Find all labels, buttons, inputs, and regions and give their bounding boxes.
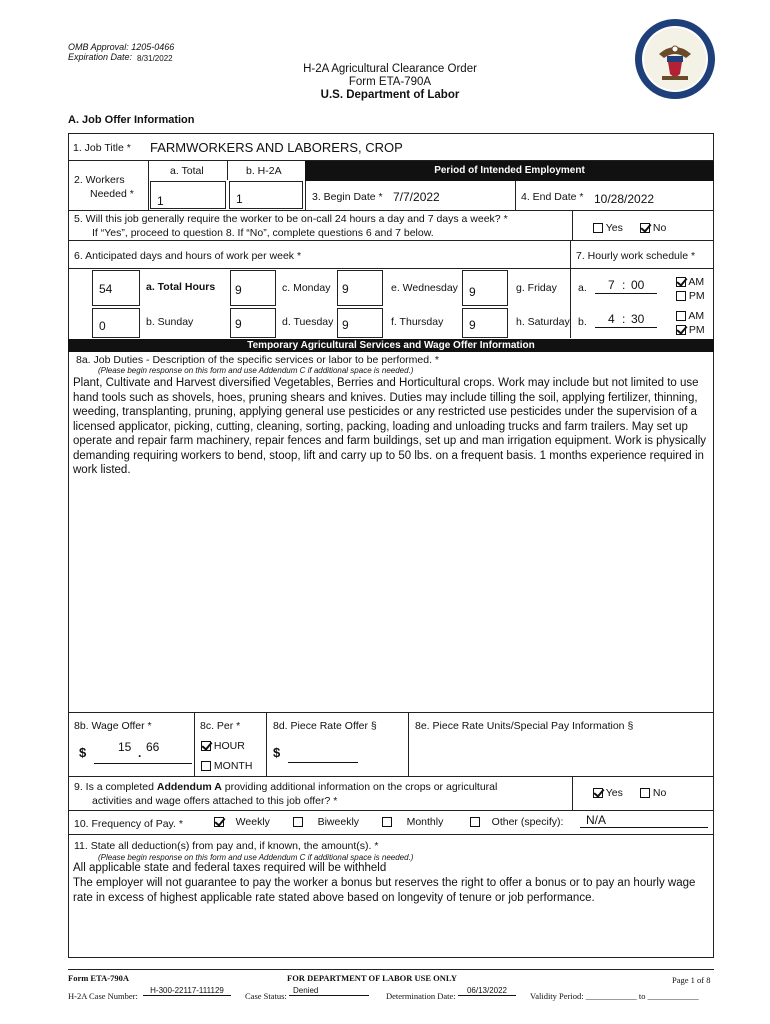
schedule-a-am-checkbox[interactable]	[676, 277, 686, 287]
case-number-field[interactable]: H-300-22117-111129	[143, 986, 231, 996]
workers-label-line1: 2. Workers	[74, 174, 125, 186]
footer-form-number: Form ETA-790A	[68, 973, 129, 983]
schedule-a-time[interactable]	[595, 278, 657, 294]
addendum-bold: Addendum A	[156, 781, 222, 793]
pay-weekly-label: Weekly	[235, 816, 270, 828]
pay-biweekly[interactable]	[293, 816, 359, 828]
h2a-workers-value: 1	[236, 192, 243, 206]
pm-label: PM	[688, 290, 705, 302]
section-a-title: A. Job Offer Information	[68, 114, 195, 126]
workers-label-line2: Needed *	[90, 188, 134, 200]
addendum-post: providing additional information on the crops or agricultural	[221, 781, 498, 793]
per-month-label: MONTH	[213, 760, 253, 772]
per-month-checkbox[interactable]	[201, 761, 211, 771]
determination-date-label: Determination Date:	[386, 991, 456, 1001]
on-call-no-label: No	[652, 222, 667, 234]
monday-value: 9	[235, 283, 242, 297]
job-title-value[interactable]: FARMWORKERS AND LABORERS, CROP	[150, 140, 403, 155]
hourly-schedule-label: 7. Hourly work schedule *	[576, 250, 696, 262]
friday-label: g. Friday	[516, 282, 557, 294]
omb-approval: OMB Approval: 1205-0466	[68, 42, 175, 52]
wage-offer-label: 8b. Wage Offer *	[74, 720, 152, 732]
deductions-note: (Please begin response on this form and use Addendum C if additional space is needed.)	[98, 853, 414, 862]
saturday-label: h. Saturday	[516, 316, 570, 328]
schedule-a-pm[interactable]	[676, 290, 705, 302]
friday-field[interactable]	[462, 270, 508, 306]
per-month[interactable]	[201, 760, 252, 772]
wage-offer-field[interactable]: 15 . 66	[94, 740, 192, 764]
piece-rate-field[interactable]	[288, 762, 358, 763]
addendum-a-question-line2: activities and wage offers attached to this job offer? *	[92, 795, 338, 807]
h2a-workers-label: b. H-2A	[246, 165, 282, 177]
on-call-no-checkbox[interactable]	[640, 223, 650, 233]
total-hours-value: 54	[99, 282, 113, 296]
job-duties-note: (Please begin response on this form and use Addendum C if additional space is needed.)	[98, 366, 414, 375]
days-hours-label: 6. Anticipated days and hours of work per week *	[74, 250, 302, 262]
pay-other-checkbox[interactable]	[470, 817, 480, 827]
schedule-b-colon: :	[622, 312, 626, 326]
schedule-b-am[interactable]	[676, 310, 704, 322]
job-duties-label: 8a. Job Duties - Description of the specific services or labor to be performed. *	[76, 354, 439, 366]
h2a-workers-field[interactable]	[229, 181, 303, 209]
period-of-employment-bar: Period of Intended Employment	[305, 161, 714, 181]
schedule-b-time[interactable]	[595, 312, 657, 328]
on-call-yes-label: Yes	[605, 222, 623, 234]
addendum-no-checkbox[interactable]	[640, 788, 650, 798]
pay-weekly[interactable]	[214, 816, 270, 828]
wage-dollars: 15	[118, 740, 132, 754]
validity-end-field[interactable]: ____________	[647, 991, 699, 1001]
footer-page-number: Page 1 of 8	[672, 975, 711, 985]
wage-cents: 66	[146, 740, 160, 754]
saturday-value: 9	[469, 318, 476, 332]
schedule-a-colon: :	[622, 278, 626, 292]
validity-start-field[interactable]: ____________	[585, 991, 637, 1001]
wednesday-value: 9	[342, 282, 349, 296]
expiration-label: Expiration Date:	[68, 52, 133, 62]
pay-biweekly-checkbox[interactable]	[293, 817, 303, 827]
thursday-label: f. Thursday	[391, 316, 444, 328]
per-hour[interactable]	[201, 740, 245, 752]
dol-seal	[634, 18, 716, 100]
schedule-b-hour: 4	[608, 312, 615, 326]
pay-weekly-checkbox[interactable]	[214, 817, 224, 827]
addendum-no[interactable]	[640, 787, 666, 799]
schedule-a-am[interactable]	[676, 276, 704, 288]
saturday-field[interactable]	[462, 308, 508, 338]
total-hours-label: a. Total Hours	[146, 281, 216, 293]
schedule-b-label: b.	[578, 316, 587, 328]
end-date-label: 4. End Date *	[521, 191, 584, 203]
seal-icon	[634, 18, 716, 100]
monday-field[interactable]	[230, 270, 276, 306]
tuesday-field[interactable]	[230, 308, 276, 338]
pay-frequency-label: 10. Frequency of Pay. *	[74, 818, 183, 830]
total-workers-field[interactable]	[150, 181, 226, 209]
form-title: H-2A Agricultural Clearance Order	[303, 63, 477, 75]
job-duties-text[interactable]: Plant, Cultivate and Harvest diversified Vegetables, Berries and Horticultural crops. Work may include but not limited to use hand tools such as shovels, hoes, pruning shears and knives. Duties may include tilling the soil, applying fertilizer, thinning, weeding, transplanting, pruning, applying general use pesticides or any restricted use pesticides under the supervision of a licensed applicator, picking, cutting, cleaning, sorting, packing, loading and unloading trucks and farm trailers. May set up operate and repair farm machinery, repair fences and farm buildings, set up and man irrigation equipment. Work is physically demanding requiring workers to bend, stoop, lift and carry up to 50 lbs. on a frequent basis. 1 months experience required in work listed.	[73, 377, 707, 476]
workers-needed-label	[74, 173, 134, 201]
schedule-b-am-checkbox[interactable]	[676, 311, 686, 321]
per-hour-checkbox[interactable]	[201, 741, 211, 751]
addendum-yes-label: Yes	[605, 787, 623, 799]
addendum-a-question	[74, 781, 497, 793]
tuesday-label: d. Tuesday	[282, 316, 334, 328]
piece-rate-label: 8d. Piece Rate Offer §	[273, 720, 377, 732]
per-label: 8c. Per *	[200, 720, 241, 732]
pay-monthly[interactable]	[382, 816, 443, 828]
pay-other[interactable]	[470, 816, 563, 828]
am-label: AM	[688, 276, 705, 288]
validity-period-label: Validity Period:	[530, 991, 584, 1001]
schedule-a-hour: 7	[608, 278, 615, 292]
validity-period	[530, 991, 699, 1001]
pay-monthly-label: Monthly	[406, 816, 444, 828]
sunday-field[interactable]	[92, 308, 140, 338]
tuesday-value: 9	[235, 317, 242, 331]
addendum-yes[interactable]	[593, 787, 623, 799]
total-workers-label: a. Total	[170, 165, 204, 177]
expiration-date: 8/31/2022	[137, 54, 173, 63]
schedule-b-minute: 30	[631, 312, 645, 326]
addendum-pre: 9. Is a completed	[74, 781, 157, 793]
wednesday-field[interactable]	[337, 270, 383, 306]
wednesday-label: e. Wednesday	[391, 282, 458, 294]
addendum-no-label: No	[652, 787, 667, 799]
on-call-yes-checkbox[interactable]	[593, 223, 603, 233]
pm-label: PM	[688, 324, 705, 336]
per-hour-label: HOUR	[213, 740, 245, 752]
thursday-value: 9	[342, 318, 349, 332]
sunday-label: b. Sunday	[146, 316, 194, 328]
temporary-services-bar: Temporary Agricultural Services and Wage Offer Information	[68, 339, 714, 352]
case-number-label: H-2A Case Number:	[68, 991, 138, 1001]
am-label: AM	[688, 310, 705, 322]
pay-other-label: Other (specify):	[491, 816, 564, 828]
validity-to-label: to	[638, 991, 646, 1001]
on-call-instruction: If “Yes”, proceed to question 8. If “No”, complete questions 6 and 7 below.	[92, 227, 434, 239]
on-call-question: 5. Will this job generally require the worker to be on-call 24 hours a day and 7 days a week? *	[74, 213, 508, 225]
pay-monthly-checkbox[interactable]	[382, 817, 392, 827]
begin-date-label: 3. Begin Date *	[312, 191, 383, 203]
wage-dollar-sign: $	[79, 745, 87, 760]
deductions-line1[interactable]: All applicable state and federal taxes required will be withheld	[73, 862, 387, 874]
schedule-a-pm-checkbox[interactable]	[676, 291, 686, 301]
piece-rate-dollar-sign: $	[273, 745, 281, 760]
on-call-no[interactable]	[640, 222, 666, 234]
begin-date-value[interactable]: 7/7/2022	[393, 190, 440, 204]
schedule-a-minute: 00	[631, 278, 645, 292]
addendum-yes-checkbox[interactable]	[593, 788, 603, 798]
department-name: U.S. Department of Labor	[320, 89, 460, 101]
pay-other-field[interactable]: N/A	[580, 813, 708, 828]
schedule-a-label: a.	[578, 282, 587, 294]
deductions-label: 11. State all deduction(s) from pay and, if known, the amount(s). *	[74, 840, 379, 852]
piece-rate-units-label: 8e. Piece Rate Units/Special Pay Information §	[415, 720, 634, 732]
schedule-b-pm-checkbox[interactable]	[676, 325, 686, 335]
total-workers-value: 1	[157, 194, 164, 208]
end-date-value[interactable]: 10/28/2022	[594, 192, 655, 206]
footer-dol-only: FOR DEPARTMENT OF LABOR USE ONLY	[287, 973, 457, 983]
deductions-line2[interactable]: The employer will not guarantee to pay the worker a bonus but reserves the right to offer a bonus or to pay an hourly wage rate in excess of highest applicable rate stated above based on longevity of tenure or job performance.	[73, 877, 696, 904]
case-status-field[interactable]: Denied	[289, 986, 369, 996]
sunday-value: 0	[99, 319, 106, 333]
monday-label: c. Monday	[282, 282, 331, 294]
schedule-b-pm[interactable]	[676, 324, 705, 336]
friday-value: 9	[469, 285, 476, 299]
on-call-yes[interactable]	[593, 222, 623, 234]
determination-date-field[interactable]: 06/13/2022	[458, 986, 516, 996]
total-hours-field[interactable]	[92, 270, 140, 306]
case-status-label: Case Status:	[245, 991, 287, 1001]
job-title-label: 1. Job Title *	[73, 142, 131, 154]
form-number: Form ETA-790A	[348, 76, 432, 88]
pay-biweekly-label: Biweekly	[317, 816, 360, 828]
thursday-field[interactable]	[337, 308, 383, 338]
